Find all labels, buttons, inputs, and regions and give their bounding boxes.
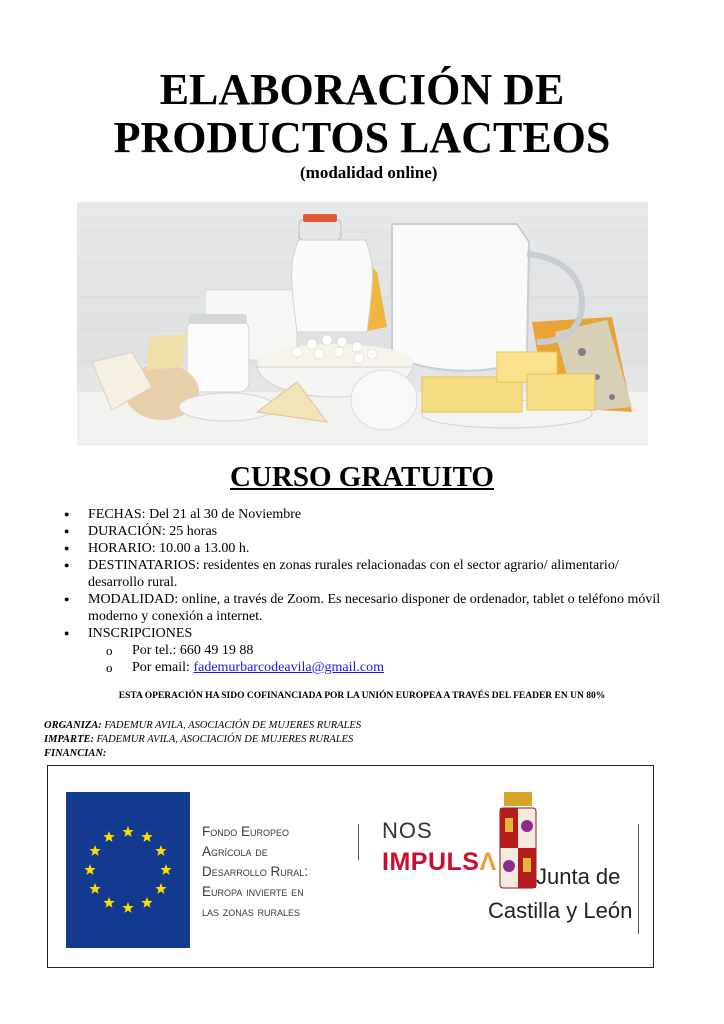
eu-star-icon — [89, 883, 100, 894]
feader-line: Fondo Europeo — [202, 824, 290, 839]
detail-label: MODALIDAD: — [88, 592, 179, 607]
course-heading: CURSO GRATUITO — [229, 461, 494, 493]
email-link[interactable]: fademurbarcodeavila@gmail.com — [193, 660, 384, 675]
funders-logo-box — [47, 765, 654, 968]
eu-star-icon — [160, 864, 171, 875]
feader-logo-text — [202, 822, 308, 922]
junta-logo-line1: Junta de — [536, 864, 621, 889]
eu-star-icon — [89, 845, 100, 856]
feader-line: las zonas rurales — [202, 904, 301, 919]
feader-line: Desarrollo Rural: — [202, 864, 309, 879]
detail-modalidad — [64, 591, 664, 625]
eu-star-icon — [84, 864, 95, 875]
imparte-value: FADEMUR AVILA, ASOCIACIÓN DE MUJERES RURALES — [93, 734, 354, 745]
detail-value: 25 horas — [165, 524, 218, 539]
organiza-label: ORGANIZA: — [44, 720, 102, 731]
eu-star-icon — [103, 897, 114, 908]
registration-email — [106, 659, 664, 676]
registration-phone — [106, 642, 664, 659]
detail-value: online, a través de Zoom. Es necesario disponer de ordenador, tablet o teléfono móvil moderno y conexión a internet. — [88, 592, 661, 624]
eu-star-icon — [122, 826, 133, 837]
eu-star-icon — [141, 897, 152, 908]
eu-star-icon — [155, 845, 166, 856]
email-label: Por email: — [132, 660, 194, 675]
imparte-line — [44, 733, 361, 747]
nos-impulsa-logo-impulsa — [382, 848, 497, 877]
organiza-line — [44, 719, 361, 733]
eu-star-icon — [122, 902, 133, 913]
detail-duracion — [64, 523, 664, 540]
eu-star-icon — [141, 831, 152, 842]
logo-divider — [358, 824, 359, 860]
detail-value: Del 21 al 30 de Noviembre — [145, 507, 302, 522]
credits — [44, 719, 361, 761]
impulsa-mark: Λ — [479, 848, 497, 876]
eu-star-icon — [155, 883, 166, 894]
impulsa-text: IMPULS — [382, 848, 480, 876]
eu-star-icon — [103, 831, 114, 842]
imparte-label: IMPARTE: — [44, 734, 94, 745]
detail-label: FECHAS: — [88, 507, 146, 522]
junta-logo-line2: Castilla y León — [488, 898, 633, 923]
feader-line: Europa invierte en — [202, 884, 304, 899]
feader-line: Agrícola de — [202, 844, 268, 859]
eu-flag-icon — [66, 792, 190, 948]
financian-line — [44, 747, 361, 761]
phone-number: 660 49 19 88 — [179, 643, 254, 658]
dairy-products-photo — [77, 202, 648, 446]
detail-label: HORARIO: — [88, 541, 156, 556]
cofinancing-note: ESTA OPERACIÓN HA SIDO COFINANCIADA POR LA UNIÓN EUROPEA A TRAVÉS DEL FEADER EN UN 80% — [118, 691, 606, 701]
page-title — [0, 66, 724, 162]
financian-label: FINANCIAN: — [44, 748, 107, 759]
detail-label: DURACIÓN: — [88, 524, 166, 539]
subtitle: (modalidad online) — [300, 163, 438, 182]
detail-inscripciones — [64, 625, 664, 676]
registration-options — [88, 642, 664, 676]
castilla-leon-crest-icon — [498, 792, 538, 900]
organiza-value: FADEMUR AVILA, ASOCIACIÓN DE MUJERES RURALES — [101, 720, 362, 731]
detail-value: residentes en zonas rurales relacionadas con el sector agrario/ alimentario/ desarrollo rural. — [88, 558, 619, 590]
phone-label: Por tel.: — [132, 643, 180, 658]
detail-horario — [64, 540, 664, 557]
detail-label: INSCRIPCIONES — [88, 626, 193, 641]
course-details-list — [64, 506, 664, 676]
nos-impulsa-logo-nos: NOS — [382, 818, 433, 843]
detail-fechas — [64, 506, 664, 523]
detail-label: DESTINATARIOS: — [88, 558, 200, 573]
title-line-2: PRODUCTOS LACTEOS — [113, 113, 611, 162]
logo-divider-right — [638, 824, 639, 934]
detail-destinatarios — [64, 557, 664, 591]
title-line-1: ELABORACIÓN DE — [159, 65, 565, 114]
detail-value: 10.00 a 13.00 h. — [155, 541, 250, 556]
